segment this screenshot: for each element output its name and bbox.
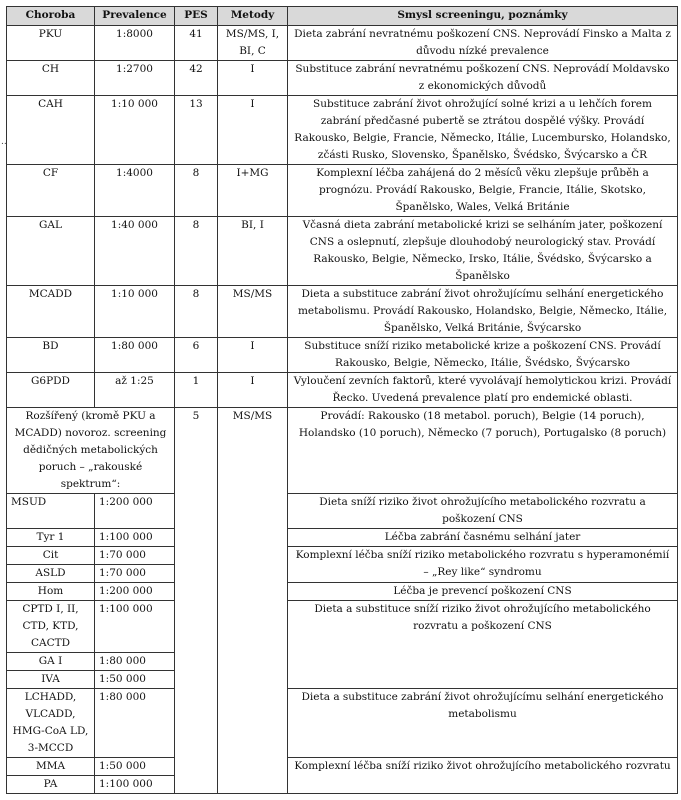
pes-cell: 1	[175, 373, 218, 408]
table-row	[7, 286, 678, 338]
note-cell: Komplexní léčba sníží riziko život ohrožujícího metabolického rozvratu	[288, 758, 678, 794]
table-row	[7, 547, 678, 565]
extended-header-row	[7, 408, 678, 494]
note-cell: Substituce zabrání život ohrožující solné krizi a u lehčích forem zabrání předčasné pubertě se ztrátou dospělé výšky. Provádí Rakousko, Belgie, Francie, Německo, Itálie, Lucembursko, Holandsko, zčásti Rusko, Slovensko, Španělsko, Švédsko, Švýcarsko a ČR	[288, 96, 678, 165]
stray-mark: ..	[1, 137, 7, 147]
prevalence-cell: 1:50 000	[95, 671, 175, 689]
prevalence-cell: 1:200 000	[95, 583, 175, 601]
prevalence-cell: 1:8000	[95, 26, 175, 61]
note-cell: Vyloučení zevních faktorů, které vyvolávají hemolytickou krizi. Provádí Řecko. Uvedená prevalence platí pro endemické oblasti.	[288, 373, 678, 408]
methods-cell: I	[218, 96, 288, 165]
methods-cell: BI, I	[218, 217, 288, 286]
col-header-prevalence: Prevalence	[95, 7, 175, 26]
note-cell: Léčba zabrání časnému selhání jater	[288, 529, 678, 547]
disease-cell: CAH	[7, 96, 95, 165]
disease-cell: MSUD	[7, 494, 95, 529]
prevalence-cell: 1:200 000	[95, 494, 175, 529]
table-row	[7, 373, 678, 408]
methods-cell: MS/MS	[218, 286, 288, 338]
prevalence-cell: 1:70 000	[95, 565, 175, 583]
table-row	[7, 494, 678, 529]
note-cell: Substituce sníží riziko metabolické krize a poškození CNS. Provádí Rakousko, Belgie, Německo, Itálie, Švédsko, Švýcarsko	[288, 338, 678, 373]
table-row	[7, 689, 678, 758]
prevalence-cell: 1:70 000	[95, 547, 175, 565]
disease-cell: Hom	[7, 583, 95, 601]
prevalence-cell: 1:80 000	[95, 338, 175, 373]
note-cell: Provádí: Rakousko (18 metabol. poruch), Belgie (14 poruch), Holandsko (10 poruch), Německo (7 poruch), Portugalsko (8 poruch)	[288, 408, 678, 494]
table-row	[7, 601, 678, 653]
note-cell: Komplexní léčba sníží riziko metabolického rozvratu s hyperamonémií – „Rey like“ syndromu	[288, 547, 678, 583]
note-cell: Komplexní léčba zahájená do 2 měsíců věku zlepšuje průběh a prognózu. Provádí Rakousko, Belgie, Francie, Itálie, Skotsko, Španělsko, Wales, Velká Británie	[288, 165, 678, 217]
note-cell: Dieta a substituce zabrání život ohrožujícímu selhání energetického metabolismu	[288, 689, 678, 758]
pes-cell: 8	[175, 165, 218, 217]
prevalence-cell: 1:2700	[95, 61, 175, 96]
disease-cell: G6PDD	[7, 373, 95, 408]
disease-cell: Tyr 1	[7, 529, 95, 547]
extended-title-cell: Rozšířený (kromě PKU a MCADD) novoroz. screening dědičných metabolických poruch – „rakouské spektrum“:	[7, 408, 175, 494]
table-row	[7, 583, 678, 601]
disease-cell: CH	[7, 61, 95, 96]
prevalence-cell: 1:80 000	[95, 653, 175, 671]
disease-cell: GAL	[7, 217, 95, 286]
table-row	[7, 529, 678, 547]
note-cell: Substituce zabrání nevratnému poškození CNS. Neprovádí Moldavsko z ekonomických důvodů	[288, 61, 678, 96]
prevalence-cell: 1:40 000	[95, 217, 175, 286]
pes-cell: 6	[175, 338, 218, 373]
table-row	[7, 338, 678, 373]
methods-cell: I	[218, 373, 288, 408]
prevalence-cell: 1:100 000	[95, 529, 175, 547]
prevalence-cell: až 1:25	[95, 373, 175, 408]
methods-cell: I	[218, 61, 288, 96]
disease-cell: PKU	[7, 26, 95, 61]
table-row	[7, 61, 678, 96]
table-row	[7, 26, 678, 61]
disease-cell: MMA	[7, 758, 95, 776]
disease-cell: CF	[7, 165, 95, 217]
pes-cell: 41	[175, 26, 218, 61]
disease-cell: PA	[7, 776, 95, 794]
header-row	[7, 7, 678, 26]
disease-cell: GA I	[7, 653, 95, 671]
pes-cell: 42	[175, 61, 218, 96]
note-cell: Dieta a substituce zabrání život ohrožujícímu selhání energetického metabolismu. Provádí Rakousko, Holandsko, Belgie, Německo, Itálie, Španělsko, Velká Británie, Švýcarsko	[288, 286, 678, 338]
disease-cell: LCHADD, VLCADD, HMG-CoA LD, 3-MCCD	[7, 689, 95, 758]
prevalence-cell: 1:10 000	[95, 96, 175, 165]
prevalence-cell: 1:100 000	[95, 776, 175, 794]
col-header-pes: PES	[175, 7, 218, 26]
methods-cell: I	[218, 338, 288, 373]
pes-cell: 8	[175, 217, 218, 286]
disease-cell: IVA	[7, 671, 95, 689]
disease-cell: ASLD	[7, 565, 95, 583]
pes-cell: 5	[175, 408, 218, 794]
disease-cell: MCADD	[7, 286, 95, 338]
prevalence-cell: 1:80 000	[95, 689, 175, 758]
note-cell: Dieta zabrání nevratnému poškození CNS. Neprovádí Finsko a Malta z důvodu nízké prevalence	[288, 26, 678, 61]
disease-cell: CPTD I, II, CTD, KTD, CACTD	[7, 601, 95, 653]
col-header-choroba: Choroba	[7, 7, 95, 26]
table-row	[7, 96, 678, 165]
disease-cell: Cit	[7, 547, 95, 565]
prevalence-cell: 1:4000	[95, 165, 175, 217]
note-cell: Dieta a substituce sníží riziko život ohrožujícího metabolického rozvratu a poškození CNS	[288, 601, 678, 689]
note-cell: Léčba je prevencí poškození CNS	[288, 583, 678, 601]
methods-cell: MS/MS	[218, 408, 288, 794]
screening-table	[6, 6, 678, 794]
disease-cell: BD	[7, 338, 95, 373]
prevalence-cell: 1:100 000	[95, 601, 175, 653]
col-header-metody: Metody	[218, 7, 288, 26]
col-header-notes: Smysl screeningu, poznámky	[288, 7, 678, 26]
table-row	[7, 758, 678, 776]
pes-cell: 13	[175, 96, 218, 165]
methods-cell: MS/MS, I, BI, C	[218, 26, 288, 61]
table-row	[7, 217, 678, 286]
prevalence-cell: 1:50 000	[95, 758, 175, 776]
note-cell: Dieta sníží riziko život ohrožujícího metabolického rozvratu a poškození CNS	[288, 494, 678, 529]
table-row	[7, 165, 678, 217]
methods-cell: I+MG	[218, 165, 288, 217]
note-cell: Včasná dieta zabrání metabolické krizi se selháním jater, poškození CNS a oslepnutí, zlepšuje dlouhodobý neurologický stav. Provádí Rakousko, Belgie, Německo, Irsko, Itálie, Švédsko, Švýcarsko a Španělsko	[288, 217, 678, 286]
prevalence-cell: 1:10 000	[95, 286, 175, 338]
pes-cell: 8	[175, 286, 218, 338]
